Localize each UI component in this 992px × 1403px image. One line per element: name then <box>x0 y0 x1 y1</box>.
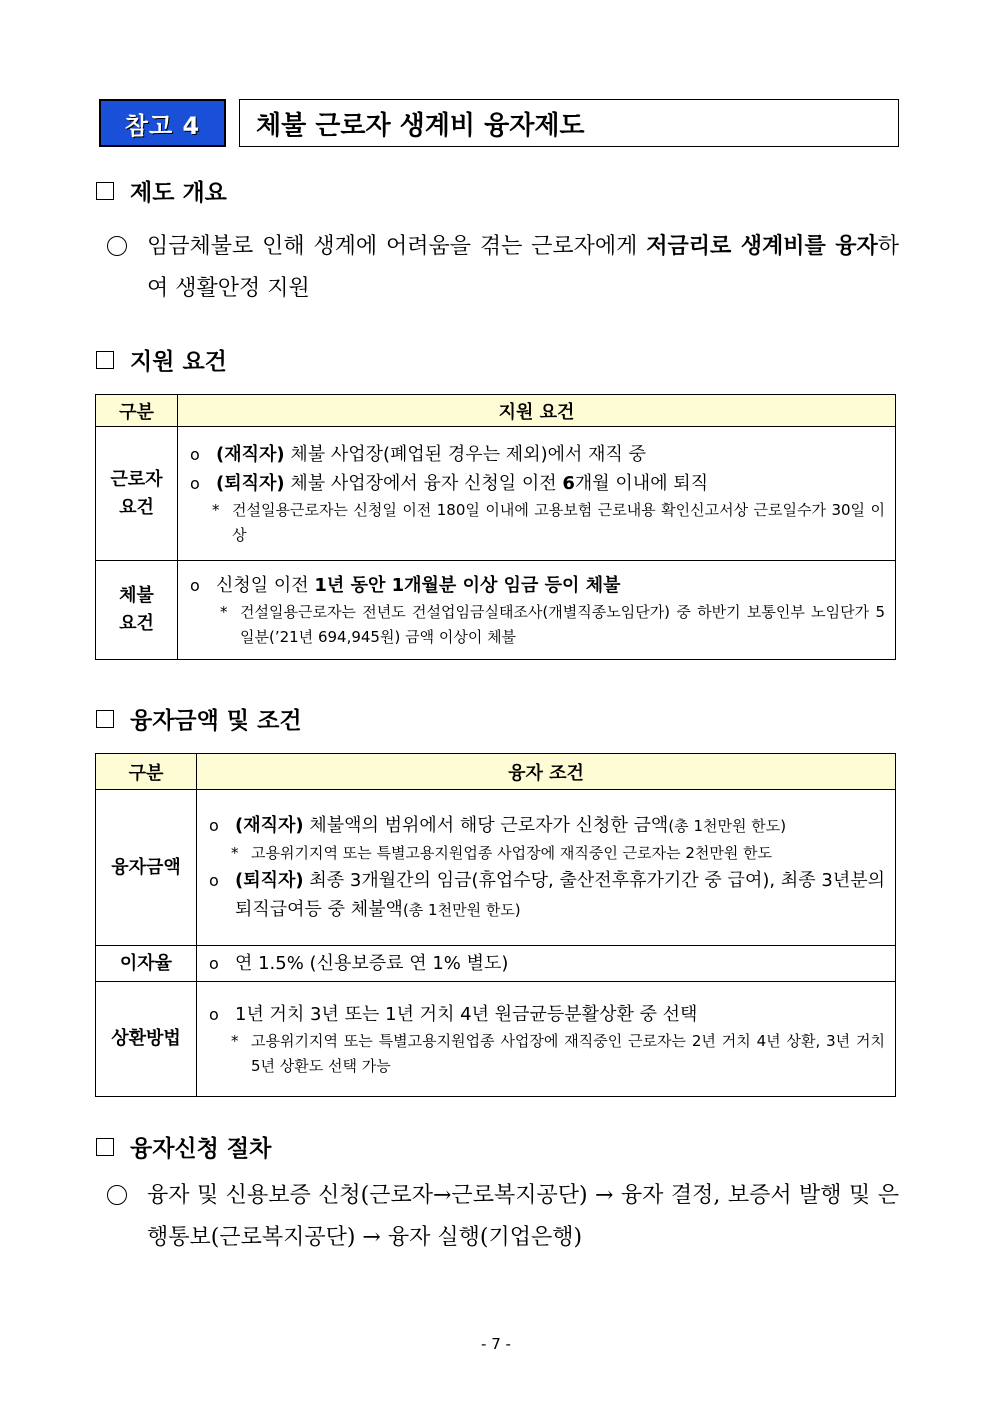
table-header-row <box>96 754 896 790</box>
table-row <box>96 561 896 660</box>
column-header: 구분 <box>96 754 197 790</box>
section-heading-requirements: 지원 요건 <box>96 343 227 376</box>
checkbox-square-icon <box>96 182 114 200</box>
column-header: 구분 <box>96 395 178 427</box>
row-label: 상환방법 <box>96 982 197 1097</box>
row-label: 융자금액 <box>96 790 197 946</box>
page-number: - 7 - <box>481 1335 511 1353</box>
row-label: 체불 요건 <box>96 561 178 660</box>
table-row <box>96 790 896 946</box>
column-header: 지원 요건 <box>178 395 896 427</box>
section-heading-procedure: 융자신청 절차 <box>96 1130 271 1163</box>
checkbox-square-icon <box>96 710 114 728</box>
checkbox-square-icon <box>96 1138 114 1156</box>
procedure-paragraph: 융자 및 신용보증 신청(근로자→근로복지공단) → 융자 결정, 보증서 발행 및 은행통보(근로복지공단) → 융자 실행(기업은행) <box>107 1175 899 1259</box>
overview-paragraph: 임금체불로 인해 생계에 어려움을 겪는 근로자에게 저금리로 생계비를 융자하여 생활안정 지원 <box>107 226 899 310</box>
row-label: 근로자 요건 <box>96 427 178 561</box>
table-header-row <box>96 395 896 427</box>
row-label: 이자율 <box>96 946 197 982</box>
row-content: o (재직자) 체불액의 범위에서 해당 근로자가 신청한 금액(총 1천만원 한도) * 고용위기지역 또는 특별고용지원업종 사업장에 재직중인 근로자는 2천만원 한도 o (퇴직자) 최종 3개월간의 임금(휴업수당, 출산전후휴가기간 중 급여), 최종 3년분의 퇴직급여등 중 체불액(총 1천만원 한도) <box>197 790 896 946</box>
column-header: 융자 조건 <box>197 754 896 790</box>
section-heading-overview: 제도 개요 <box>96 174 227 207</box>
requirements-table <box>95 394 896 660</box>
checkbox-square-icon <box>96 351 114 369</box>
section-heading-loan: 융자금액 및 조건 <box>96 702 302 735</box>
table-row <box>96 427 896 561</box>
row-content: o 연 1.5% (신용보증료 연 1% 별도) <box>197 946 896 982</box>
page-title: 체불 근로자 생계비 융자제도 <box>239 99 899 147</box>
title-row <box>99 99 899 147</box>
table-row <box>96 946 896 982</box>
loan-conditions-table <box>95 753 896 1097</box>
circle-bullet-icon <box>107 1185 127 1205</box>
reference-tag: 참고 4 <box>99 99 226 147</box>
table-row <box>96 982 896 1097</box>
row-content: o 신청일 이전 1년 동안 1개월분 이상 임금 등이 체불 * 건설일용근로자는 전년도 건설업임금실태조사(개별직종노임단가) 중 하반기 보통인부 노임단가 5일분(’21년 694,945원) 금액 이상이 체불 <box>178 561 896 660</box>
row-content: o (재직자) 체불 사업장(폐업된 경우는 제외)에서 재직 중 o (퇴직자) 체불 사업장에서 융자 신청일 이전 6개월 이내에 퇴직 * 건설일용근로자는 신청일 이전 180일 이내에 고용보험 근로내용 확인신고서상 근로일수가 30일 이상 <box>178 427 896 561</box>
row-content: o 1년 거치 3년 또는 1년 거치 4년 원금균등분활상환 중 선택 * 고용위기지역 또는 특별고용지원업종 사업장에 재직중인 근로자는 2년 거치 4년 상환, 3년 거치 5년 상환도 선택 가능 <box>197 982 896 1097</box>
circle-bullet-icon <box>107 236 127 256</box>
